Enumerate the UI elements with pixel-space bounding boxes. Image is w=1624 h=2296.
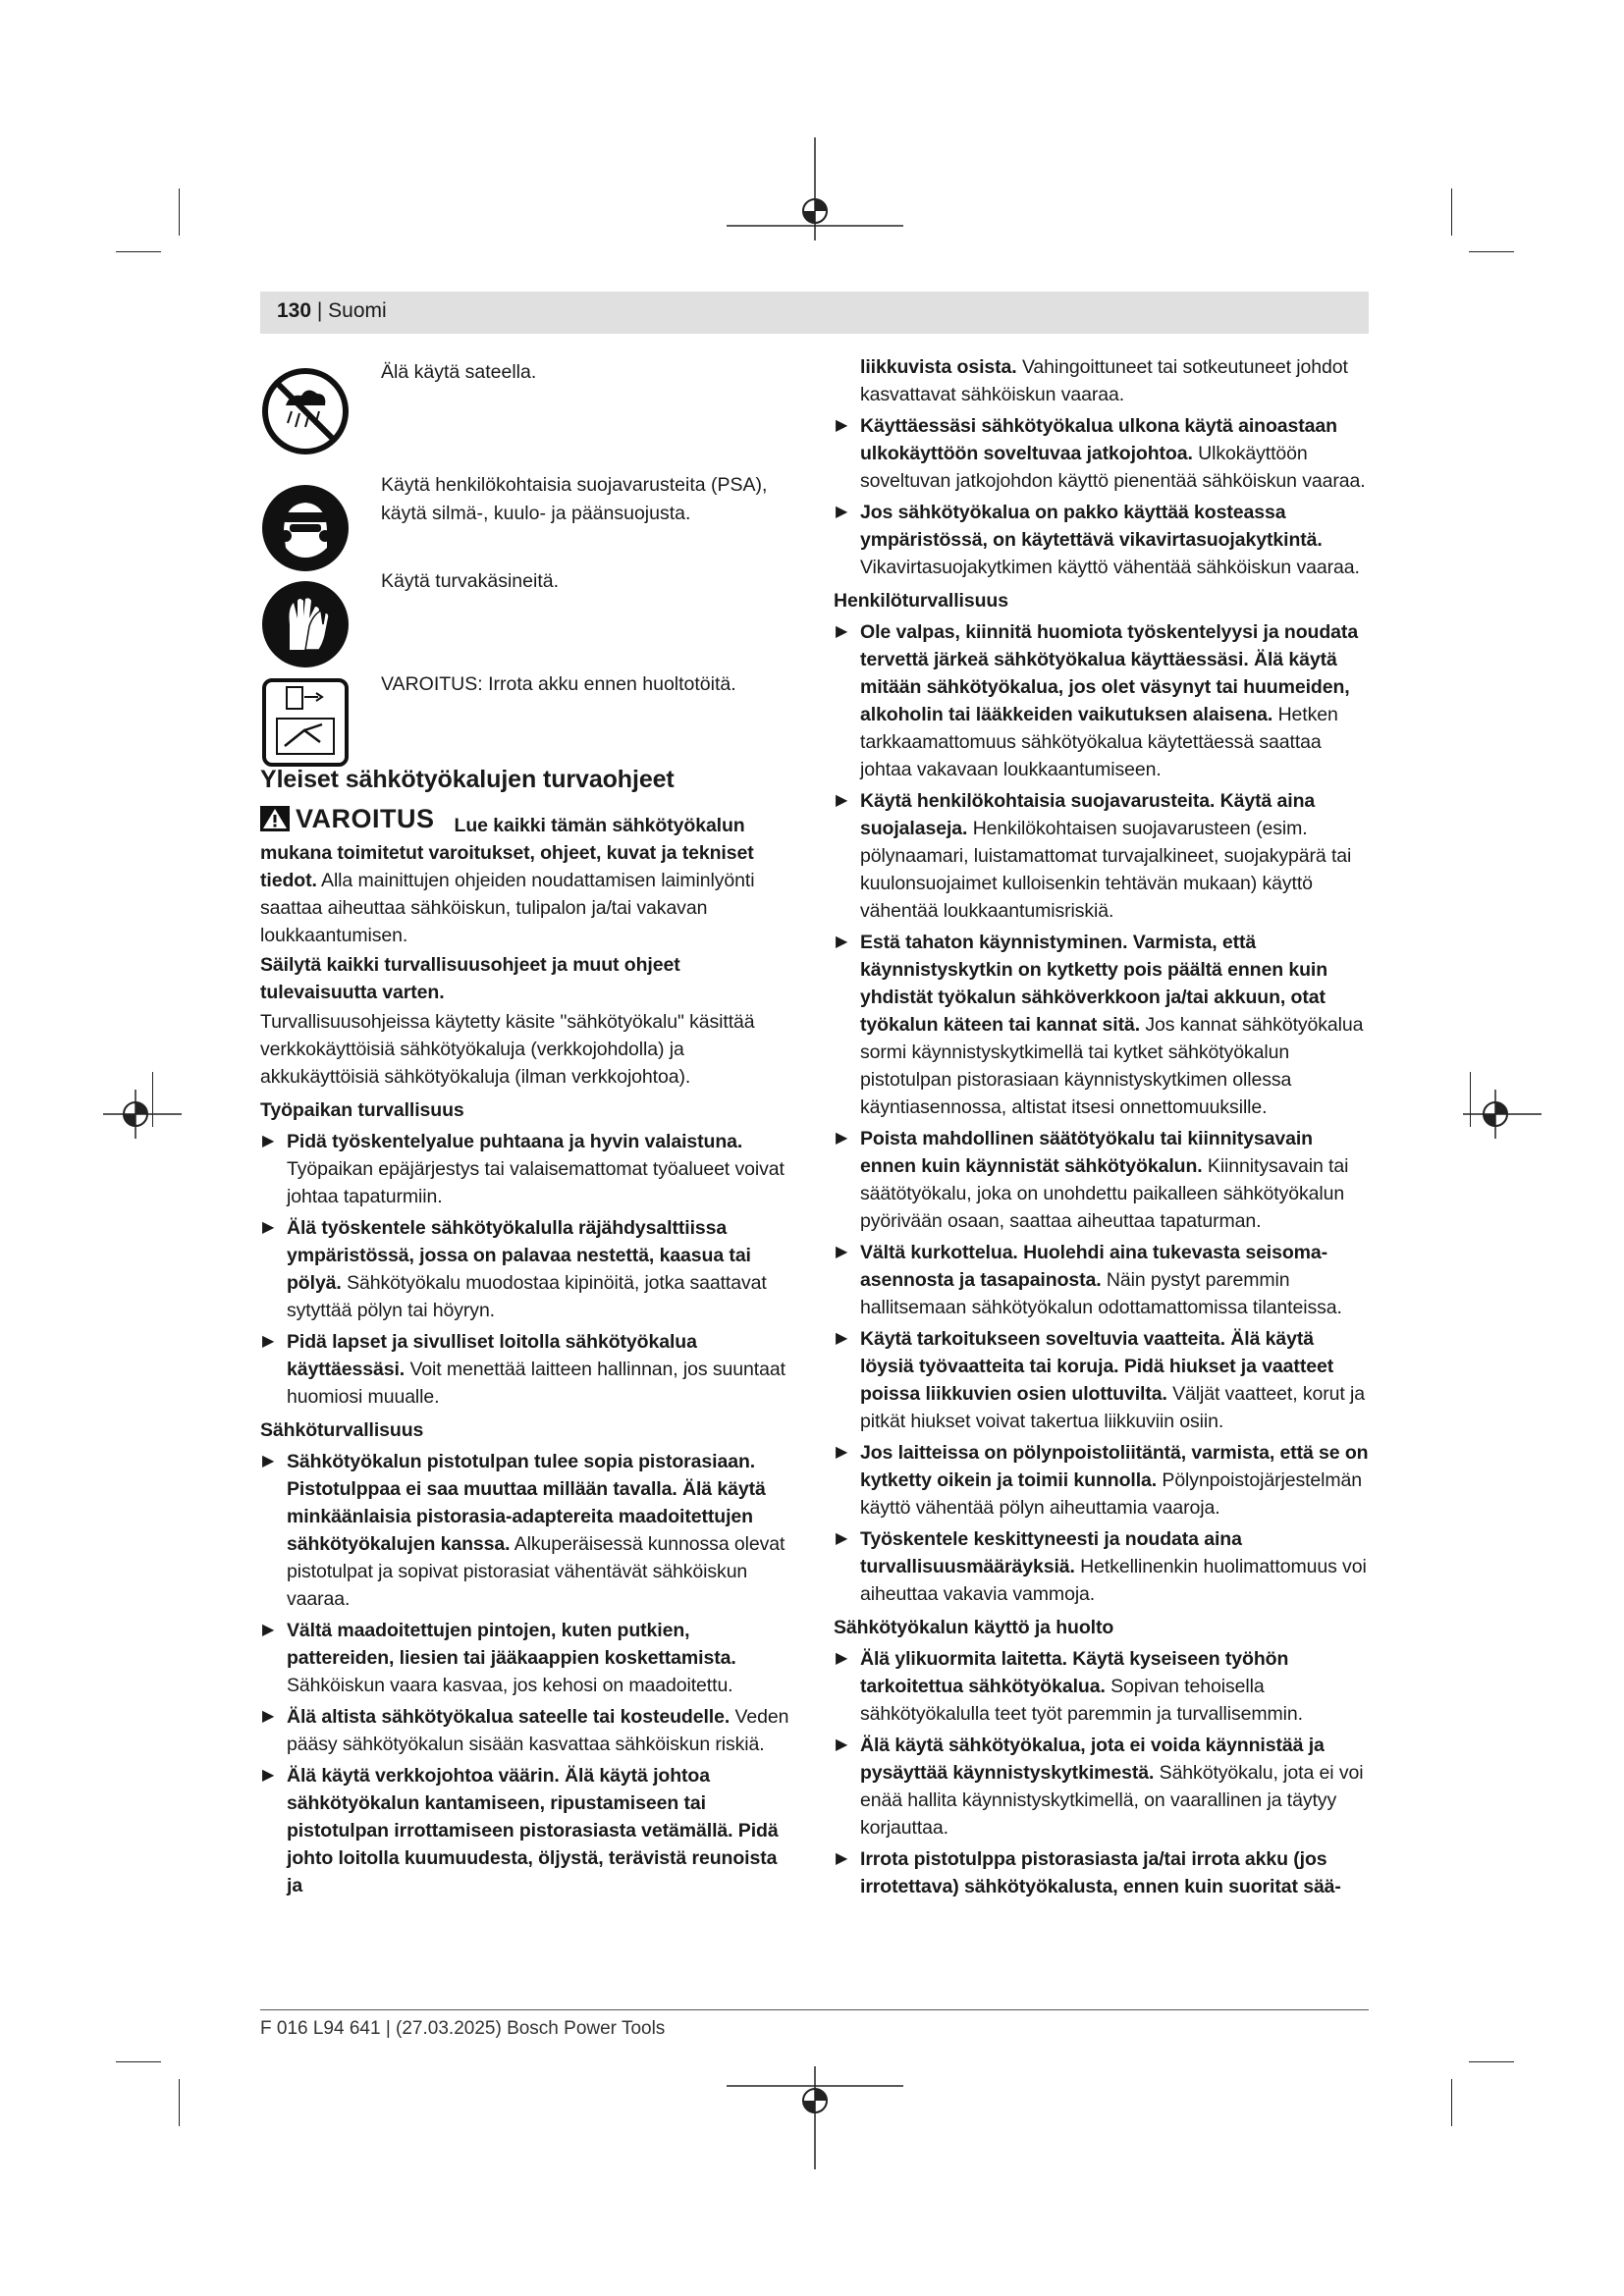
list-item: ▶ Älä ylikuormita laitetta. Käytä kyseiseen työhön tarkoitettua sähkötyökalua. Sopivan tehoisella sähkötyökalulla teet työt paremmin ja turvallisemmin. — [836, 1648, 1303, 1725]
list-item: ▶ Pidä työskentelyalue puhtaana ja hyvin valaistuna. Työpaikan epäjärjestys tai valaisemattomat työalueet voivat johtaa tapaturmiin. — [262, 1131, 785, 1207]
list-item: ▶ Vältä kurkottelua. Huolehdi aina tukevasta seisoma-asennosta ja tasapainosta. Näin pystyt paremmin hallitsemaan sähkötyökalun odottamattomissa tilanteissa. — [836, 1242, 1342, 1318]
crop-mark — [116, 2061, 161, 2062]
gloves-icon — [260, 579, 351, 669]
symbol-row — [260, 567, 795, 666]
list-item: ▶ Jos sähkötyökalua on pakko käyttää kosteassa ympäristössä, on käytettävä vikavirtasuojakytkintä. Vikavirtasuojakytkimen käyttö vähentää sähköiskun vaaraa. — [836, 502, 1360, 578]
list-item: ▶ Estä tahaton käynnistyminen. Varmista, että käynnistyskytkin on kytketty pois päältä ennen kuin yhdistät työkalun sähköverkkoon ja/tai akkuun, otat työkalun käteen tai kannat sitä. Jos kannat sähkötyökalua sormi käynnistyskytkimellä tai kytket sähkötyökalun pistotulpan pistorasiaan käynnistyskytkimen ollessa käyntiasennossa, altistat itsesi onnettomuuksille. — [836, 932, 1364, 1118]
symbol-text: VAROITUS: Irrota akku ennen huoltotöitä. — [381, 673, 736, 695]
warning-triangle-icon — [260, 806, 290, 831]
list-item: ▶ Älä käytä verkkojohtoa väärin. Älä käytä johtoa sähkötyökalun kantamiseen, ripustamiseen tai pistotulpan irrottamiseen pistorasiasta vetämällä. Pidä johto loitolla kuumuudesta, öljystä, terävistä reunoista ja — [262, 1765, 779, 1896]
left-column — [260, 766, 795, 1903]
symbol-text: Älä käytä sateella. — [381, 361, 537, 383]
language-label: Suomi — [328, 299, 387, 322]
list-item: ▶ Irrota pistotulppa pistorasiasta ja/tai irrota akku (jos irrotettava) sähkötyökalusta, ennen kuin suoritat sää- — [836, 1848, 1341, 1897]
list-item: ▶ Käytä henkilökohtaisia suojavarusteita. Käytä aina suojalaseja. Henkilökohtaisen suojavarusteen (esim. pölynaamari, luistamattomat turvajalkineet, suojakypärä tai kuulonsuojaimet kulloisenkin tehtävän mukaan) käyttö vähentää loukkaantumisriskiä. — [836, 790, 1352, 922]
symbol-text: Käytä henkilökohtaisia suojavarusteita (PSA), käytä silmä-, kuulo- ja päänsuojusta. — [381, 474, 768, 524]
list-item: ▶ Vältä maadoitettujen pintojen, kuten putkien, pattereiden, liesien tai jääkaappien koskettamista. Sähköiskun vaara kasvaa, jos kehosi on maadoitettu. — [262, 1620, 736, 1696]
list-item: ▶ Älä altista sähkötyökalua sateelle tai kosteudelle. Veden pääsy sähkötyökalun sisään kasvattaa sähköiskun riskiä. — [262, 1706, 789, 1755]
heading-electrical: Sähköturvallisuus — [260, 1419, 424, 1441]
warning-badge — [260, 805, 435, 832]
crop-mark — [116, 251, 161, 252]
crop-mark — [1451, 2079, 1452, 2126]
remove-battery-icon — [261, 677, 350, 768]
list-item: ▶ Älä työskentele sähkötyökalulla räjähdysalttiissa ympäristössä, jossa on palavaa nestettä, kaasua tai pölyä. Sähkötyökalu muodostaa kipinöitä, jotka saattavat sytyttää pölyn tai höyryn. — [262, 1217, 767, 1321]
list-item: ▶ Ole valpas, kiinnitä huomiota työskentelyysi ja noudata tervettä järkeä sähkötyökalua käyttäessäsi. Älä käytä mitään sähkötyökalua, jos olet väsynyt tai huumeiden, alkoholin tai lääkkeiden vaikutuksen alaisena. Hetken tarkkaamattomuus sähkötyökalua käytettäessä saattaa johtaa vakavaan loukkaantumiseen. — [836, 621, 1359, 780]
list-item: ▶ Sähkötyökalun pistotulpan tulee sopia pistorasiaan. Pistotulppaa ei saa muuttaa millään tavalla. Älä käytä minkäänlaisia pistorasia-adaptereita maadoitettujen sähkötyökalujen kanssa. Alkuperäisessä kunnossa olevat pistotulpat ja sopivat pistorasiat vähentävät sähköiskun vaaraa. — [262, 1451, 785, 1610]
symbol-row — [260, 670, 795, 769]
heading-usage: Sähkötyökalun käyttö ja huolto — [834, 1617, 1114, 1638]
warning-rest: Alla mainittujen ohjeiden noudattamisen laiminlyönti saattaa aiheuttaa sähköiskun, tulipalon ja/tai vakavan loukkaantumisen. — [260, 870, 755, 946]
list-item: ▶ Pidä lapset ja sivulliset loitolla sähkötyökalua käyttäessäsi. Voit menettää laitteen hallinnan, jos suuntaat huomiosi muualle. — [262, 1331, 785, 1408]
ppe-head-icon — [260, 483, 351, 573]
registration-mark-top — [727, 137, 903, 245]
crop-mark — [1451, 188, 1452, 236]
page-header: 130 | Suomi — [277, 299, 387, 322]
symbol-text: Käytä turvakäsineitä. — [381, 570, 560, 592]
crop-mark — [1469, 251, 1514, 252]
registration-mark-right — [1463, 1085, 1542, 1144]
page-footer: F 016 L94 641 | (27.03.2025) Bosch Power Tools — [260, 2018, 666, 2039]
crop-mark — [179, 2079, 180, 2126]
keep-instructions: Säilytä kaikki turvallisuusohjeet ja muut ohjeet tulevaisuutta varten. — [260, 954, 680, 1003]
list-item: ▶ Jos laitteissa on pölynpoistoliitäntä, varmista, että se on kytketty oikein ja toimii kunnolla. Pölynpoistojärjestelmän käyttö vähentää pölyn aiheuttamia vaaroja. — [836, 1442, 1369, 1519]
symbol-row — [260, 471, 795, 569]
list-item: ▶ Poista mahdollinen säätötyökalu tai kiinnitysavain ennen kuin käynnistät sähkötyökalun. Kiinnitysavain tai säätötyökalu, joka on unohdettu paikalleen sähkötyökalun pyörivään osaan, saattaa aiheuttaa tapaturman. — [836, 1128, 1349, 1232]
list-item: ▶ Käyttäessäsi sähkötyökalua ulkona käytä ainoastaan ulkokäyttöön soveltuvaa jatkojohtoa. Ulkokäyttöön soveltuvan jatkojohdon käyttö pienentää sähköiskun vaaraa. — [836, 415, 1366, 492]
registration-mark-bottom — [727, 2061, 903, 2169]
section-title: Yleiset sähkötyökalujen turvaohjeet — [260, 766, 675, 793]
warning-bold: Lue kaikki tämän sähkötyökalun mukana toimitetut varoitukset, ohjeet, kuvat ja tekniset tiedot. — [260, 815, 754, 891]
heading-workplace: Työpaikan turvallisuus — [260, 1099, 464, 1121]
right-column — [834, 353, 1369, 1904]
no-rain-icon — [260, 366, 351, 456]
list-item: ▶ Työskentele keskittyneesti ja noudata aina turvallisuusmääräyksiä. Hetkellinenkin huolimattomuus voi aiheuttaa vakavia vammoja. — [836, 1528, 1367, 1605]
crop-mark — [179, 188, 180, 236]
registration-mark-left — [103, 1085, 182, 1144]
warning-label: VAROITUS — [296, 804, 435, 833]
list-item: ▶ Käytä tarkoitukseen soveltuvia vaatteita. Älä käytä löysiä työvaatteita tai koruja. Pidä hiukset ja vaatteet poissa liikkuvien osien ulottuvilta. Väljät vaatteet, korut ja pitkät hiukset voivat takertua liikkuviin osiin. — [836, 1328, 1366, 1432]
heading-personal: Henkilöturvallisuus — [834, 590, 1008, 612]
list-item: ▶ Älä käytä sähkötyökalua, jota ei voida käynnistää ja pysäyttää käynnistyskytkimestä. Sähkötyökalu, jota ei voi enää hallita käynnistyskytkimellä, on vaarallinen ja täytyy korjauttaa. — [836, 1735, 1364, 1839]
crop-mark — [1469, 2061, 1514, 2062]
footer-rule — [260, 2009, 1369, 2010]
definition: Turvallisuusohjeissa käytetty käsite "sähkötyökalu" käsittää verkkokäyttöisiä sähkötyökaluja (verkkojohdolla) ja akkukäyttöisiä sähkötyökaluja (ilman verkkojohtoa). — [260, 1011, 755, 1088]
header-band — [260, 292, 1369, 334]
list-item-continued: liikkuvista osista. Vahingoittuneet tai sotkeutuneet johdot kasvattavat sähköiskun vaaraa. — [860, 356, 1348, 405]
page-number: 130 — [277, 299, 312, 322]
symbol-row — [260, 358, 795, 456]
warning-paragraph — [260, 805, 795, 949]
